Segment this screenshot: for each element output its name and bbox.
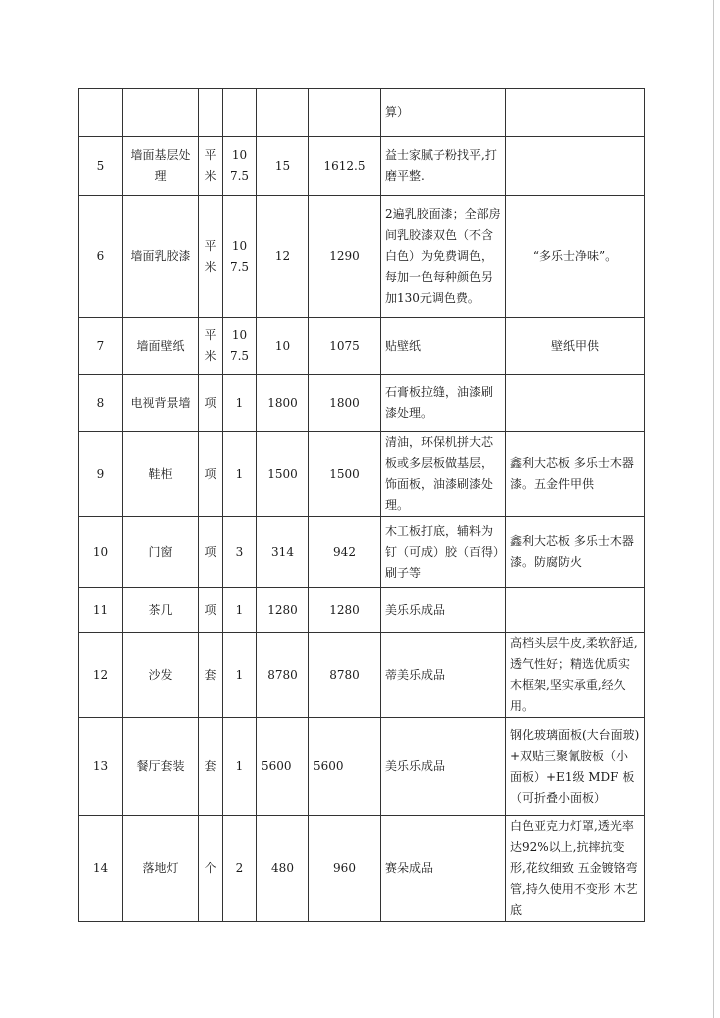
table-row (79, 718, 645, 816)
cell-remark (506, 375, 645, 432)
cell-no: 6 (79, 196, 123, 318)
cell-name (123, 89, 199, 137)
cell-total: 960 (309, 816, 381, 922)
cell-qty: 107.5 (223, 318, 257, 375)
cell-process: 算） (381, 89, 506, 137)
cell-qty: 1 (223, 432, 257, 517)
cell-unit (199, 89, 223, 137)
table-row (79, 588, 645, 633)
cell-unit: 个 (199, 816, 223, 922)
cell-price (257, 89, 309, 137)
cell-no: 8 (79, 375, 123, 432)
cell-price: 10 (257, 318, 309, 375)
cell-unit: 项 (199, 375, 223, 432)
cell-process: 美乐乐成品 (381, 718, 506, 816)
cell-total: 1280 (309, 588, 381, 633)
cell-total (309, 89, 381, 137)
cell-price: 480 (257, 816, 309, 922)
cell-process: 木工板打底，辅料为钉（可成）胶（百得）刷子等 (381, 517, 506, 588)
table-row (79, 137, 645, 196)
cell-remark: 高档头层牛皮,柔软舒适,透气性好；精选优质实木框架,坚实承重,经久用。 (506, 633, 645, 718)
cell-no: 10 (79, 517, 123, 588)
table-row (79, 517, 645, 588)
cell-unit: 项 (199, 432, 223, 517)
cell-qty (223, 89, 257, 137)
cell-no: 11 (79, 588, 123, 633)
cell-total: 1800 (309, 375, 381, 432)
cell-process: 2遍乳胶面漆；全部房间乳胶漆双色（不含白色）为免费调色，每加一色每种颜色另加130元调色费。 (381, 196, 506, 318)
cell-name: 墙面壁纸 (123, 318, 199, 375)
cell-qty: 107.5 (223, 137, 257, 196)
cell-price: 12 (257, 196, 309, 318)
cell-remark (506, 137, 645, 196)
cell-remark: 壁纸甲供 (506, 318, 645, 375)
cell-process: 益士家腻子粉找平,打磨平整. (381, 137, 506, 196)
cell-no: 14 (79, 816, 123, 922)
cell-no: 7 (79, 318, 123, 375)
cell-name: 沙发 (123, 633, 199, 718)
cell-name: 落地灯 (123, 816, 199, 922)
cell-qty: 1 (223, 633, 257, 718)
cell-remark: 白色亚克力灯罩,透光率达92%以上,抗摔抗变形,花纹细致 五金镀铬弯管,持久使用不变形 木艺底 (506, 816, 645, 922)
cell-remark: “多乐士净味”。 (506, 196, 645, 318)
cell-process: 贴壁纸 (381, 318, 506, 375)
cell-remark: 鑫利大芯板 多乐士木器漆。防腐防火 (506, 517, 645, 588)
cell-unit: 平米 (199, 196, 223, 318)
cell-total: 1075 (309, 318, 381, 375)
cell-process: 美乐乐成品 (381, 588, 506, 633)
table-row (79, 633, 645, 718)
cell-no: 9 (79, 432, 123, 517)
table-row (79, 196, 645, 318)
cell-remark: 钢化玻璃面板(大台面玻)+双贴三聚氰胺板（小面板）+E1级 MDF 板（可折叠小面板） (506, 718, 645, 816)
table-row (79, 375, 645, 432)
cell-unit: 项 (199, 517, 223, 588)
cell-name: 门窗 (123, 517, 199, 588)
cell-no: 13 (79, 718, 123, 816)
cell-unit: 平米 (199, 318, 223, 375)
cell-process: 赛朵成品 (381, 816, 506, 922)
cell-unit: 平米 (199, 137, 223, 196)
cell-qty: 2 (223, 816, 257, 922)
cell-total: 1290 (309, 196, 381, 318)
cell-total: 1500 (309, 432, 381, 517)
cell-name: 鞋柜 (123, 432, 199, 517)
cell-qty: 107.5 (223, 196, 257, 318)
cell-price: 314 (257, 517, 309, 588)
cell-total: 5600 (309, 718, 381, 816)
cell-price: 1280 (257, 588, 309, 633)
cell-unit: 套 (199, 633, 223, 718)
cell-name: 墙面乳胶漆 (123, 196, 199, 318)
table-row (79, 816, 645, 922)
cell-price: 15 (257, 137, 309, 196)
cell-remark (506, 89, 645, 137)
cell-total: 8780 (309, 633, 381, 718)
cell-qty: 1 (223, 588, 257, 633)
cell-name: 墙面基层处理 (123, 137, 199, 196)
cell-process: 石膏板拉缝，油漆刷漆处理。 (381, 375, 506, 432)
cell-qty: 1 (223, 375, 257, 432)
cell-total: 1612.5 (309, 137, 381, 196)
cell-name: 茶几 (123, 588, 199, 633)
table-row (79, 89, 645, 137)
cell-unit: 项 (199, 588, 223, 633)
cell-no: 12 (79, 633, 123, 718)
quotation-table (78, 88, 645, 922)
cell-price: 1500 (257, 432, 309, 517)
cell-qty: 1 (223, 718, 257, 816)
cell-no (79, 89, 123, 137)
cell-remark (506, 588, 645, 633)
cell-price: 5600 (257, 718, 309, 816)
table-row (79, 318, 645, 375)
cell-name: 电视背景墙 (123, 375, 199, 432)
cell-process: 清油，环保机拼大芯板或多层板做基层，饰面板，油漆刷漆处理。 (381, 432, 506, 517)
cell-process: 蒂美乐成品 (381, 633, 506, 718)
table-row (79, 432, 645, 517)
cell-remark: 鑫利大芯板 多乐士木器漆。五金件甲供 (506, 432, 645, 517)
cell-price: 1800 (257, 375, 309, 432)
cell-price: 8780 (257, 633, 309, 718)
cell-total: 942 (309, 517, 381, 588)
cell-unit: 套 (199, 718, 223, 816)
cell-qty: 3 (223, 517, 257, 588)
cell-name: 餐厅套装 (123, 718, 199, 816)
cell-no: 5 (79, 137, 123, 196)
